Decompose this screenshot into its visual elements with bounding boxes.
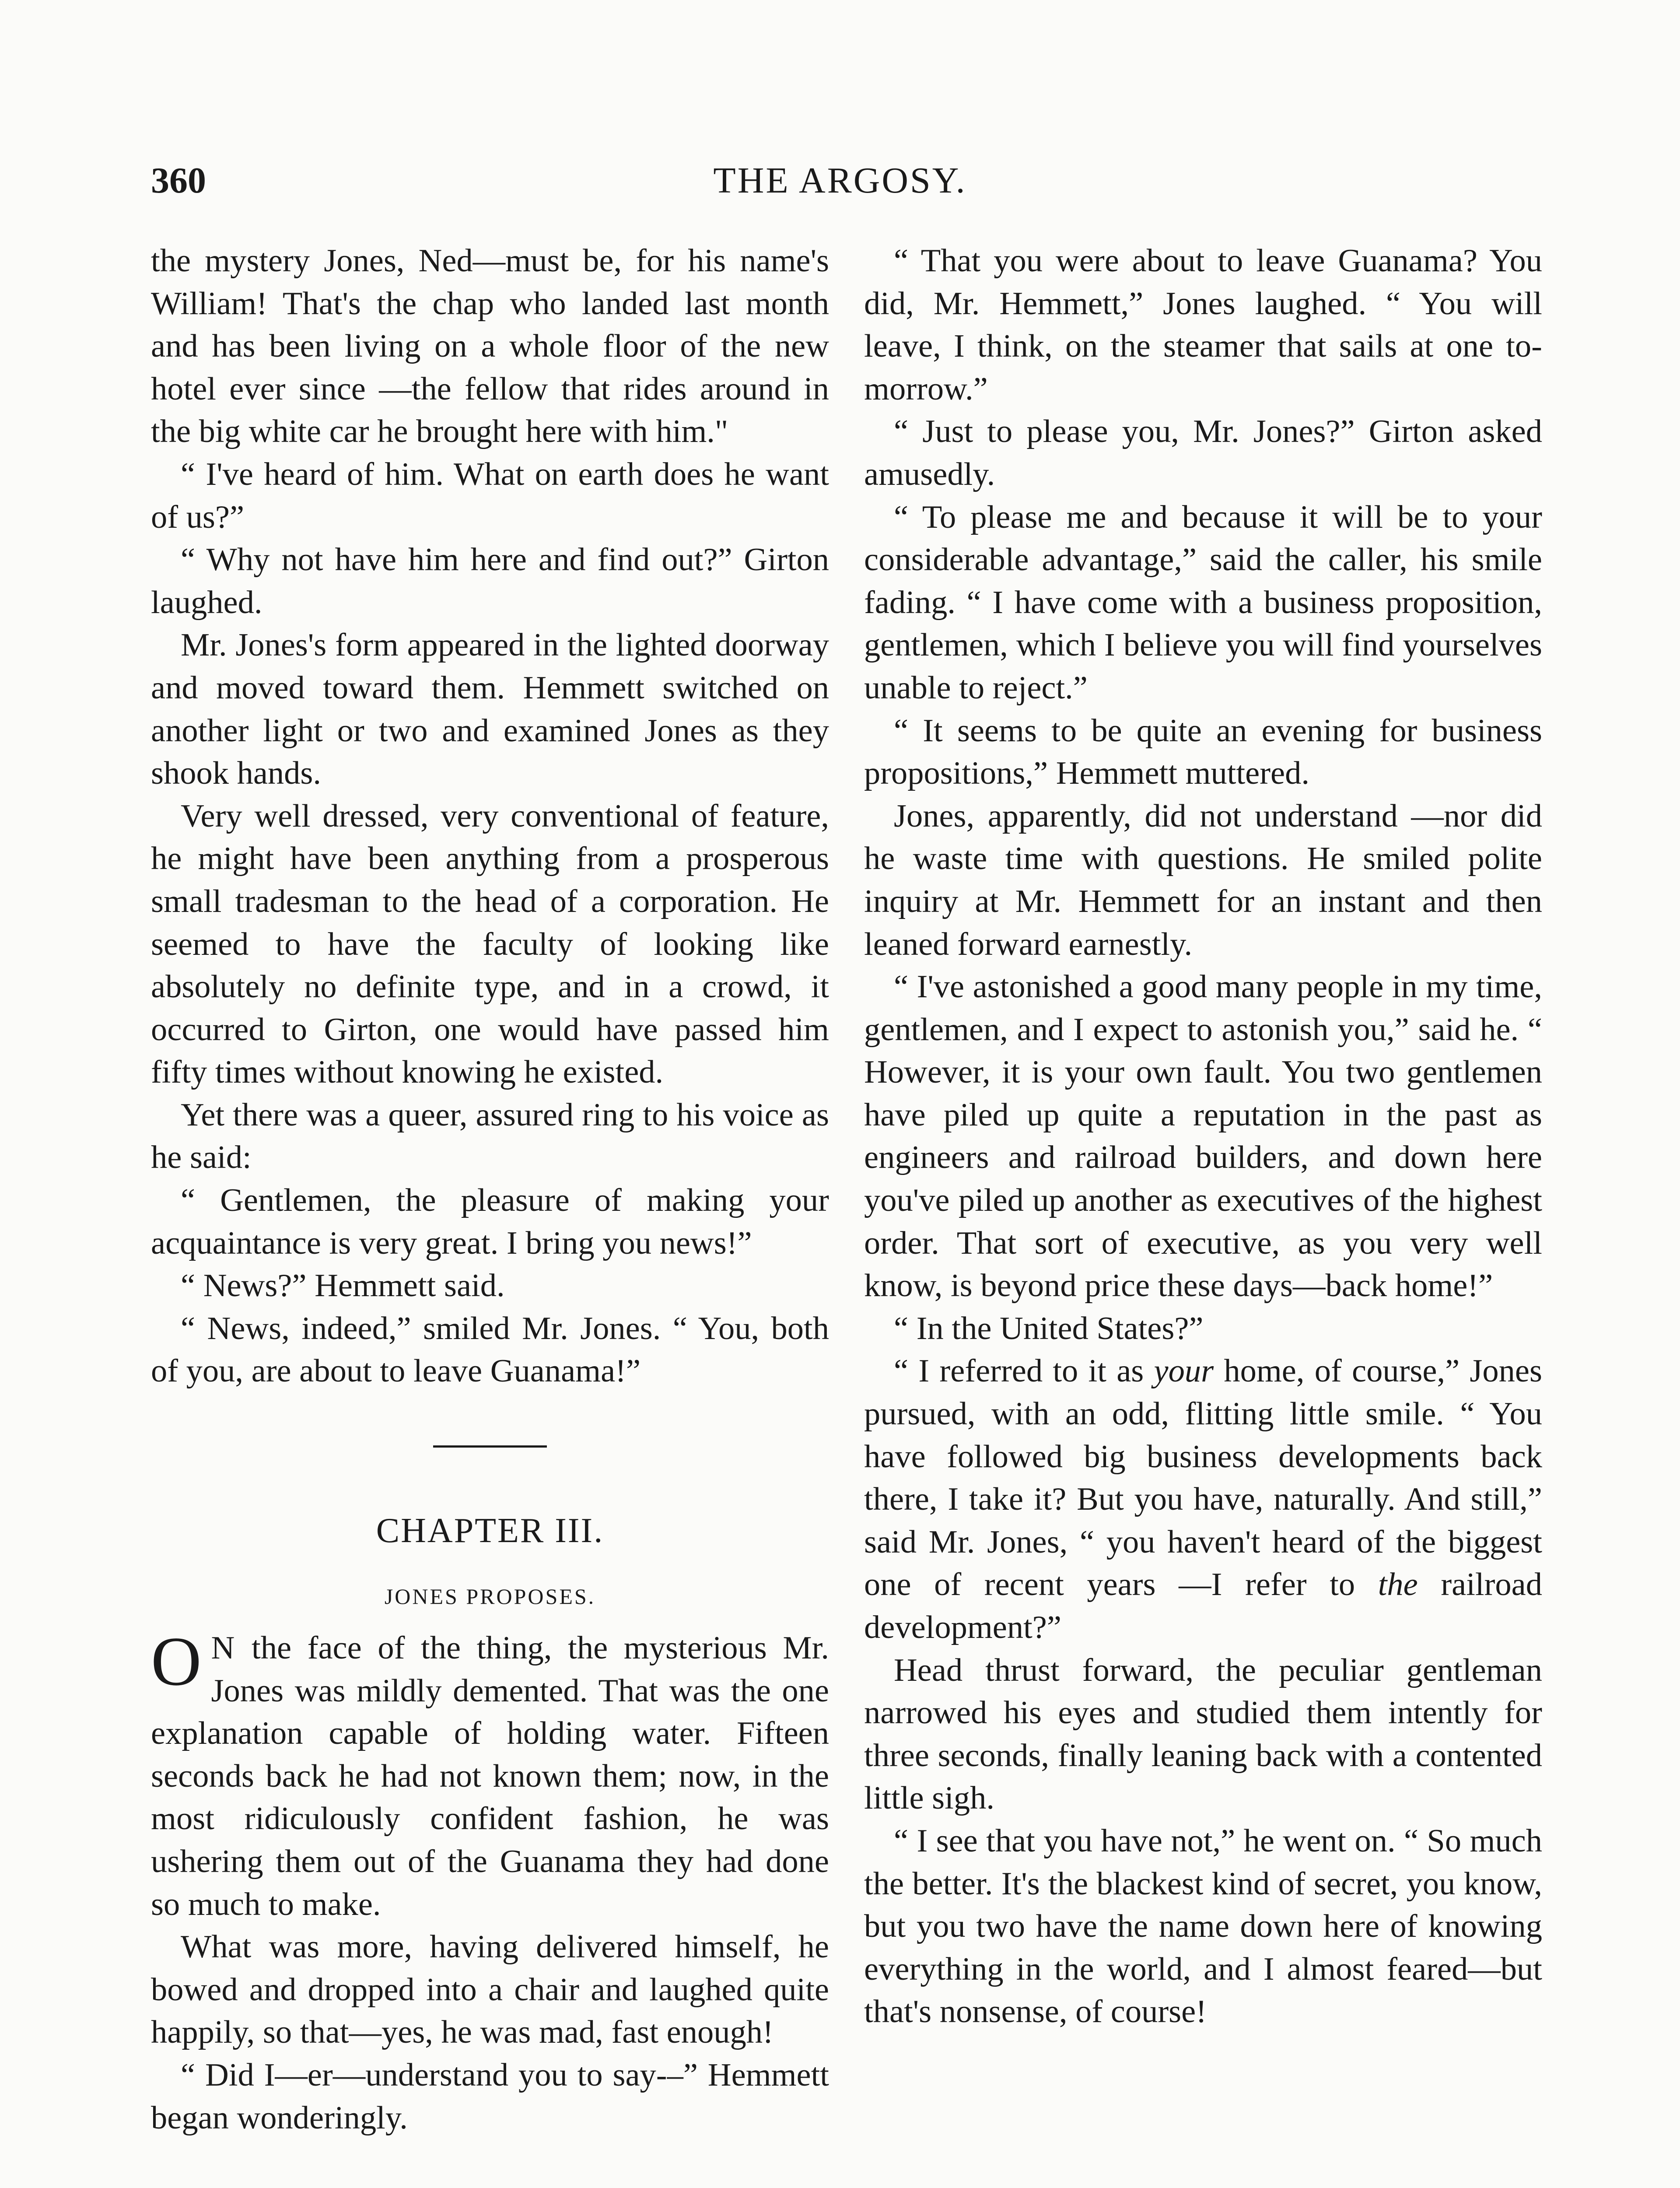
paragraph: Yet there was a queer, assured ring to his voice as he said:	[151, 1097, 829, 1176]
paragraph: “ It seems to be quite an evening for business propositions,” Hemmett muttered.	[864, 712, 1542, 792]
paragraph: “ That you were about to leave Guanama? You did, Mr. Hemmett,” Jones laughed. “ You will leave, I think, on the steamer that sails at one to-morrow.”	[864, 243, 1542, 407]
paragraph: “ Just to please you, Mr. Jones?” Girton asked amusedly.	[864, 414, 1542, 492]
right-column	[864, 240, 1542, 2034]
opening-text: the face of the thing, the mysterious Mr. Jones was mildly demented. That was the one explanation capable of holding water. Fifteen seconds back he had not known them; now, in the most ridiculously confident fashion, he was ushering them out of the Guanama they had done so much to make.	[151, 1630, 829, 1922]
running-title: THE ARGOSY.	[713, 160, 967, 201]
emphasis: your	[1154, 1353, 1214, 1389]
paragraph: Head thrust forward, the peculiar gentleman narrowed his eyes and studied them intently for three seconds, finally leaning back with a contented little sigh.	[864, 1652, 1542, 1816]
chapter-opening-paragraph	[151, 1622, 829, 1926]
paragraph: “ News, indeed,” smiled Mr. Jones. “ You, both of you, are about to leave Guanama!”	[151, 1310, 829, 1389]
section-divider	[433, 1445, 547, 1448]
paragraph: Jones, apparently, did not understand —nor did he waste time with questions. He smiled polite inquiry at Mr. Hemmett for an instant and then leaned forward earnestly.	[864, 798, 1542, 962]
page-header	[0, 157, 1680, 205]
text-run: home, of course,” Jones pursued, with an odd, flitting little smile. “ You have followed big business developments back there, I take it? But you have, naturally. And still,” said Mr. Jones, “ you haven't heard of the biggest one of recent years —I refer to	[864, 1353, 1542, 1603]
page-number: 360	[151, 160, 206, 201]
paragraph: “ I see that you have not,” he went on. “ So much the better. It's the blackest kind of secret, you know, but you two have the name down here of knowing everything in the world, and I almost feared—but that's nonsense, of course!	[864, 1823, 1542, 2030]
paragraph: the mystery Jones, Ned—must be, for his name's William! That's the chap who landed last month and has been living on a whole floor of the new hotel ever since —the fellow that rides around in the big white car he brought here with him."	[151, 243, 829, 450]
paragraph	[864, 1350, 1542, 1649]
text-run: railroad development?”	[864, 1567, 1542, 1645]
paragraph: “ Gentlemen, the pleasure of making your acquaintance is very great. I bring you news!”	[151, 1182, 829, 1261]
paragraph: Very well dressed, very conventional of feature, he might have been anything from a prosperous small tradesman to the head of a corporation. He seemed to have the faculty of looking like absolutely no definite type, and in a crowd, it occurred to Girton, one would have passed him fifty times without knowing he existed.	[151, 798, 829, 1090]
text-run: “ I referred to it as	[894, 1353, 1154, 1389]
chapter-subtitle: JONES PROPOSES.	[384, 1584, 596, 1609]
left-column	[151, 240, 829, 2139]
paragraph: “ Why not have him here and find out?” Girton laughed.	[151, 542, 829, 621]
paragraph: What was more, having delivered himself, he bowed and dropped into a chair and laughed quite happily, so that—yes, he was mad, fast enough!	[151, 1929, 829, 2051]
paragraph: “ Did I—er—understand you to say-–” Hemmett began wonderingly.	[151, 2057, 829, 2136]
paragraph: “ In the United States?”	[894, 1310, 1204, 1346]
paragraph: Mr. Jones's form appeared in the lighted doorway and moved toward them. Hemmett switched on another light or two and examined Jones as they shook hands.	[151, 627, 829, 792]
drop-cap: O	[151, 1622, 202, 1701]
paragraph: “ To please me and because it will be to your considerable advantage,” said the caller, his smile fading. “ I have come with a business proposition, gentlemen, which I believe you will find yourselves unable to reject.”	[864, 499, 1542, 706]
paragraph: “ News?” Hemmett said.	[181, 1268, 505, 1304]
opening-letter: N	[211, 1630, 236, 1666]
emphasis: the	[1378, 1567, 1418, 1603]
paragraph: “ I've heard of him. What on earth does he want of us?”	[151, 456, 829, 535]
chapter-title: CHAPTER III.	[376, 1511, 604, 1550]
paragraph: “ I've astonished a good many people in my time, gentlemen, and I expect to astonish you,” said he. “ However, it is your own fault. You two gentlemen have piled up quite a reputation in the past as engineers and railroad builders, and down here you've piled up another as executives of the highest order. That sort of executive, as you very well know, is beyond price these days—back home!”	[864, 969, 1542, 1304]
